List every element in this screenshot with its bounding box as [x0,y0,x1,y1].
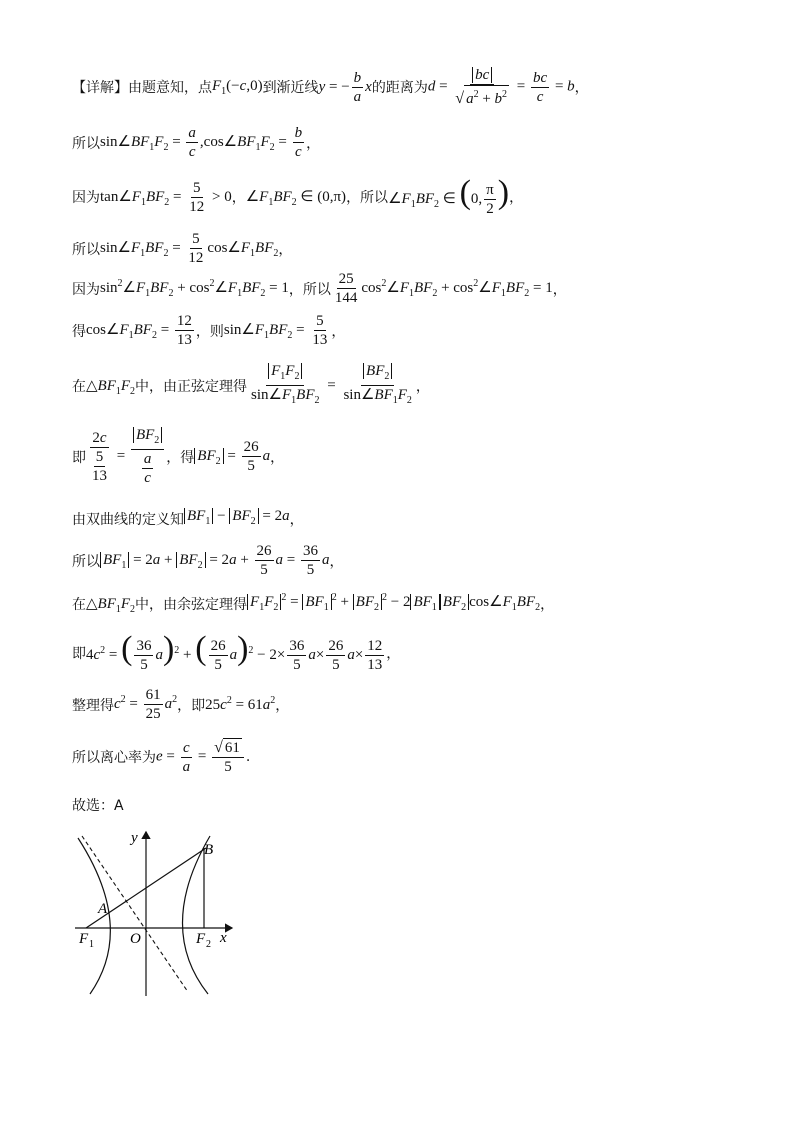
solution-line-8: 即 $\frac{2c}{\frac{5}{13}}$ = $\frac{BF_2}{\frac{a}{c}}$ ，得 $BF_2$ = $\frac{26}{5}$ a ， [72,427,285,486]
label-f1: F [79,931,89,947]
solution-line-1: 【详解】由题意知，点 $F_1(-c,0)$ 到渐近线 y = − $\frac{b}{a}$ x 的距离为 d = bc √ $a^2 + b^2$ = $\frac{bc}{c}$ = b ， [72,67,589,107]
label-f1-sub: 1 [89,939,94,950]
label-b: B [204,842,214,858]
label-f2-sub: 2 [206,939,211,950]
hyperbola-figure [70,826,245,1001]
label-x: x [220,930,227,946]
math-asymptote: y = − $\frac{b}{a}$ x [318,69,372,105]
label-y: y [131,830,138,846]
solution-line-5: 因为 $\sin^2\angle F_1BF_2$ + $\cos^2\angle F_1BF_2 = 1$ ，所以 $\frac{25}{144}$ $\cos^2\angle F_1BF_2$ + $\cos^2\angle F_1BF_2 = 1$ ， [72,271,567,306]
hyperbola-right-branch [182,836,210,994]
answer-line: 故选：A [72,798,124,814]
solution-line-2: 所以 $\sin\angle BF_1F_2$ = $\frac{a}{c}$ $,\cos\angle BF_1F_2$ = $\frac{b}{c}$ ， [72,125,321,160]
solution-line-9: 由双曲线的定义知 $BF_1 - BF_2 = 2a$ ， [72,508,304,528]
math-sin-cos: $\sin\angle BF_1F_2$ = $\frac{a}{c}$ $,\cos\angle BF_1F_2$ = $\frac{b}{c}$ [100,125,303,160]
math-point-f1: $F_1(-c,0)$ [212,77,263,97]
label-a: A [98,901,108,917]
solution-line-3: 因为 $\tan\angle F_1BF_2$ = $\frac{5}{12}$ > 0 ， $\angle F_1BF_2$ ∈ (0,π) ，所以 $\angle F_1BF_2$ ∈ (0, $\frac{\pi}{2}$ ) ， [72,174,524,218]
solution-line-14: 所以离心率为 e = $\frac{c}{a}$ = √ 61 5 . [72,739,251,775]
math-distance: d = bc √ $a^2 + b^2$ = $\frac{bc}{c}$ = b [427,67,575,107]
solution-line-10: 所以 $BF_1 = 2a + BF_2 = 2a$ + $\frac{26}{5}$ a = $\frac{36}{5}$ a ， [72,543,344,578]
solution-line-7: 在 $\triangle BF_1F_2$ 中，由正弦定理得 $\frac{F_1F_2}{\sin\angle F_1BF_2}$ = $\frac{BF_2}{\sin\angle BF_1F_2}$ ， [72,363,430,406]
label-f2: F [196,931,206,947]
solution-line-11: 在 $\triangle BF_1F_2$ 中，由余弦定理得 $F_1F_2^2 = BF_1^2 + BF_2^2 - 2$ $BF_1$ $BF_2$ $\cos\angle F_1BF_2$ ， [72,592,555,615]
solution-line-13: 整理得 $c^2$ = $\frac{61}{25}$ $a^2$ ，即 $25c^2 = 61a^2$ ， [72,687,290,722]
solution-line-6: 得 $\cos\angle F_1BF_2$ = $\frac{12}{13}$ ，则 $\sin\angle F_1BF_2$ = $\frac{5}{13}$ ， [72,313,346,348]
solution-line-12: 即 $4c^2$ = ( $\frac{36}{5}$ a)$^2$ + ( $\frac{26}{5}$ a)$^2$ − 2× $\frac{36}{5}$ a× $\frac{26}{5}$ a× $\frac{12}{13}$ ， [72,630,401,674]
label-o: O [130,931,141,947]
solution-line-4: 所以 $\sin\angle F_1BF_2$ = $\frac{5}{12}$ $\cos\angle F_1BF_2$ ， [72,231,293,266]
